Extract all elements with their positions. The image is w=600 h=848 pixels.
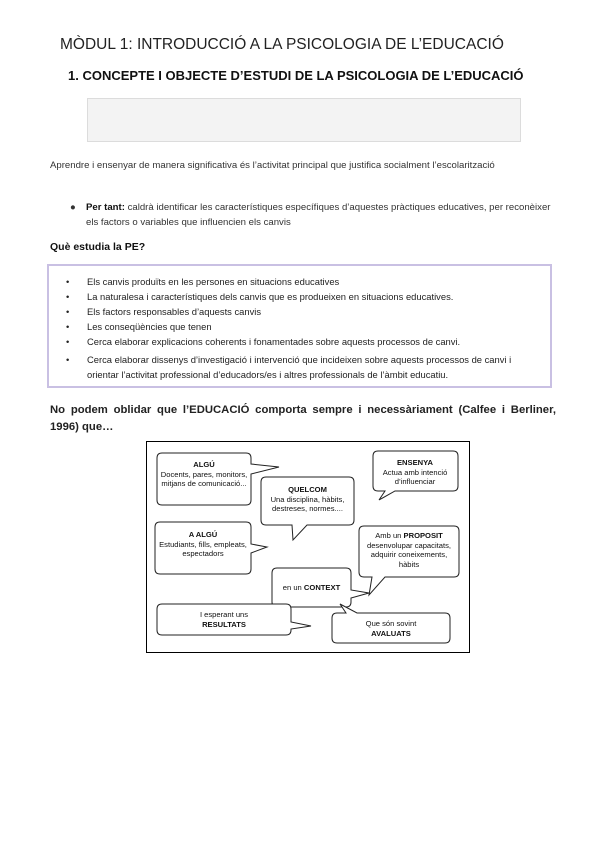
list-item: • Cerca elaborar explicacions coherents i fonamentades sobre aquests processos de canvi. — [63, 334, 543, 349]
a-algu-label: A ALGÚ Estudiants, fills, empleats, espectadors — [159, 530, 247, 558]
per-tant-body: caldrà identificar les característiques específiques d’aquestes pràctiques educatives, per reconèixer els factors o variables que influencien els canvis — [86, 202, 551, 228]
intro-paragraph: Aprendre i ensenyar de manera significativa és l’activitat principal que justifica socialment l’escolarització — [50, 160, 495, 171]
avaluats-label: Que són sovint AVALUATS — [365, 619, 417, 638]
education-diagram — [146, 441, 470, 653]
algu-label: ALGÚ Docents, pares, monitors, mitjans de comunicació... — [160, 460, 248, 488]
list-item: • La naturalesa i característiques dels canvis que es produeixen en situacions educatives. — [63, 289, 543, 304]
per-tant-label: Per tant: — [86, 202, 125, 213]
question-heading: Què estudia la PE? — [50, 241, 146, 253]
module-title: MÒDUL 1: INTRODUCCIÓ A LA PSICOLOGIA DE L’EDUCACIÓ — [60, 36, 504, 53]
list-item: • Les conseqüències que tenen — [63, 319, 543, 334]
quelcom-label: QUELCOM Una disciplina, hàbits, destreses, normes.... — [270, 485, 345, 513]
per-tant-bullet — [70, 200, 556, 230]
bullet-icon: ● — [70, 202, 76, 213]
list-item: • Cerca elaborar dissenys d’investigació i intervenció que incideixen sobre aquests processos de canvi i orientar l’activitat professional d’educadors/es i altres professionals de l’àmbit educatiu. — [63, 352, 543, 382]
section-title: 1. CONCEPTE I OBJECTE D’ESTUDI DE LA PSICOLOGIA DE L’EDUCACIÓ — [68, 68, 524, 83]
claim-paragraph: No podem oblidar que l’EDUCACIÓ comporta sempre i necessàriament (Calfee i Berliner, 1996) que… — [50, 404, 556, 433]
context-label: en un CONTEXT — [282, 583, 341, 592]
list-item: • Els canvis produïts en les persones en situacions educatives — [63, 274, 543, 289]
proposit-label: Amb un PROPOSIT desenvolupar capacitats, adquirir coneixements, hàbits — [366, 531, 451, 569]
resultats-label: I esperant uns RESULTATS — [199, 610, 249, 629]
per-tant-text — [86, 200, 556, 230]
placeholder-box — [87, 98, 521, 142]
list-item: • Els factors responsables d’aquests canvis — [63, 304, 543, 319]
ensenya-label: ENSENYA Actua amb intenció d’influenciar — [382, 458, 448, 486]
study-items-box — [47, 264, 552, 388]
study-items-list — [63, 274, 543, 382]
